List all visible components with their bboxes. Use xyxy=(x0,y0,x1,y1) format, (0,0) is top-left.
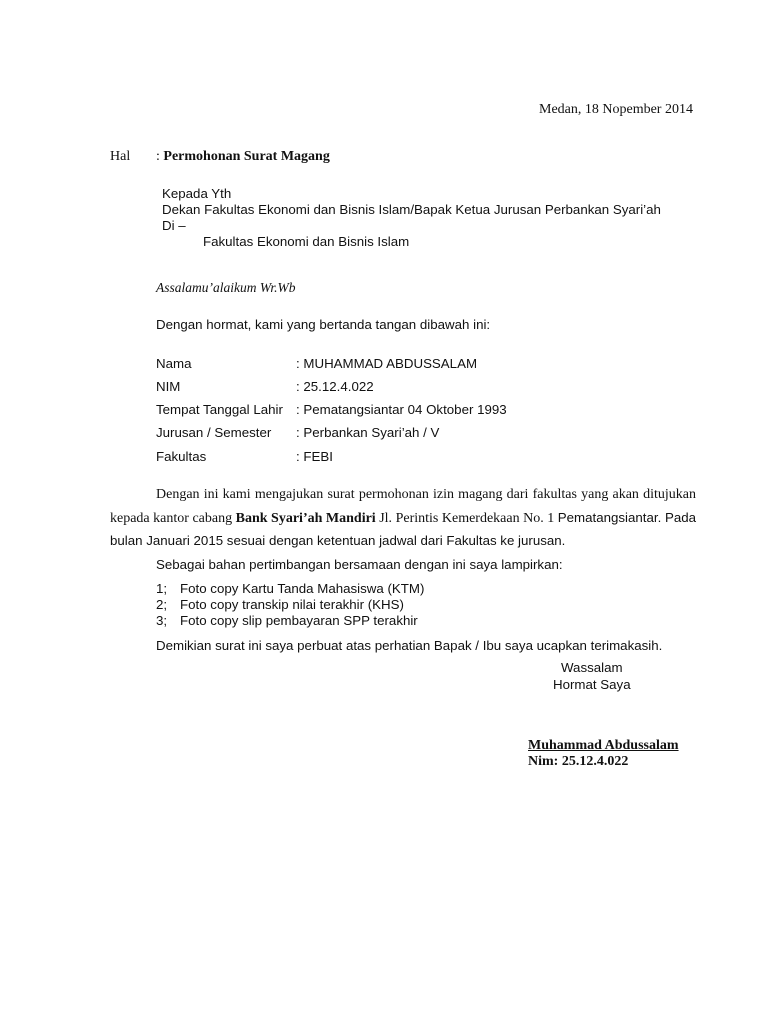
greeting: Assalamu’alaikum Wr.Wb xyxy=(156,280,296,295)
closing-greeting: Wassalam xyxy=(561,660,623,675)
identity-value-birth: : Pematangsiantar 04 Oktober 1993 xyxy=(296,402,507,417)
identity-value-faculty: : FEBI xyxy=(296,449,333,464)
attachment-text: Foto copy transkip nilai terakhir (KHS) xyxy=(180,597,404,612)
regards-text: Hormat Saya xyxy=(553,677,631,692)
attachment-number: 2; xyxy=(156,597,168,612)
attachment-text: Foto copy Kartu Tanda Mahasiswa (KTM) xyxy=(180,581,425,596)
signer-name: Muhammad Abdussalam xyxy=(528,738,679,753)
attachment-item xyxy=(156,614,418,627)
subject-separator: : xyxy=(156,149,164,164)
closing-text: Demikian surat ini saya perbuat atas perhatian Bapak / Ibu saya ucapkan terimakasih. xyxy=(156,638,663,653)
intro-text: Dengan hormat, kami yang bertanda tangan dibawah ini: xyxy=(156,317,491,332)
identity-label-name: Nama xyxy=(156,356,192,371)
body-text-part-1: Dengan ini kami mengajukan surat permohonan izin magang dari fakultas yang akan ditujukan kepada kantor cabang xyxy=(110,487,696,526)
subject-text: Permohonan Surat Magang xyxy=(163,149,330,164)
recipient-line-2: Dekan Fakultas Ekonomi dan Bisnis Islam/Bapak Ketua Jurusan Perbankan Syari’ah xyxy=(162,202,661,217)
recipient-line-4: Fakultas Ekonomi dan Bisnis Islam xyxy=(203,234,410,249)
attachments-intro: Sebagai bahan pertimbangan bersamaan dengan ini saya lampirkan: xyxy=(156,557,563,572)
attachment-number: 3; xyxy=(156,613,168,628)
body-text-part-2: Jl. Perintis Kemerdekaan No. 1 xyxy=(379,510,555,526)
identity-label-major: Jurusan / Semester xyxy=(156,425,272,440)
bank-name: Bank Syari’ah Mandiri xyxy=(235,510,376,526)
attachment-item xyxy=(156,582,424,595)
body-paragraph xyxy=(110,484,696,554)
letter-date: Medan, 18 Nopember 2014 xyxy=(539,102,693,117)
signer-nim: Nim: 25.12.4.022 xyxy=(528,754,629,769)
attachment-item xyxy=(156,598,404,611)
recipient-line-3: Di – xyxy=(162,218,186,233)
identity-label-nim: NIM xyxy=(156,379,181,394)
identity-value-nim: : 25.12.4.022 xyxy=(296,379,374,394)
subject-line xyxy=(156,150,330,164)
identity-value-name: : MUHAMMAD ABDUSSALAM xyxy=(296,356,478,371)
attachment-number: 1; xyxy=(156,581,168,596)
identity-label-faculty: Fakultas xyxy=(156,449,207,464)
subject-label: Hal xyxy=(110,149,131,164)
recipient-line-1: Kepada Yth xyxy=(162,186,232,201)
attachment-text: Foto copy slip pembayaran SPP terakhir xyxy=(180,613,418,628)
identity-value-major: : Perbankan Syari’ah / V xyxy=(296,425,440,440)
identity-label-birth: Tempat Tanggal Lahir xyxy=(156,402,283,417)
body-text-part-3: Pematangsiantar. Pada bulan Januari 2015 sesuai dengan ketentuan jadwal dari Fakultas ke jurusan. xyxy=(110,509,697,548)
